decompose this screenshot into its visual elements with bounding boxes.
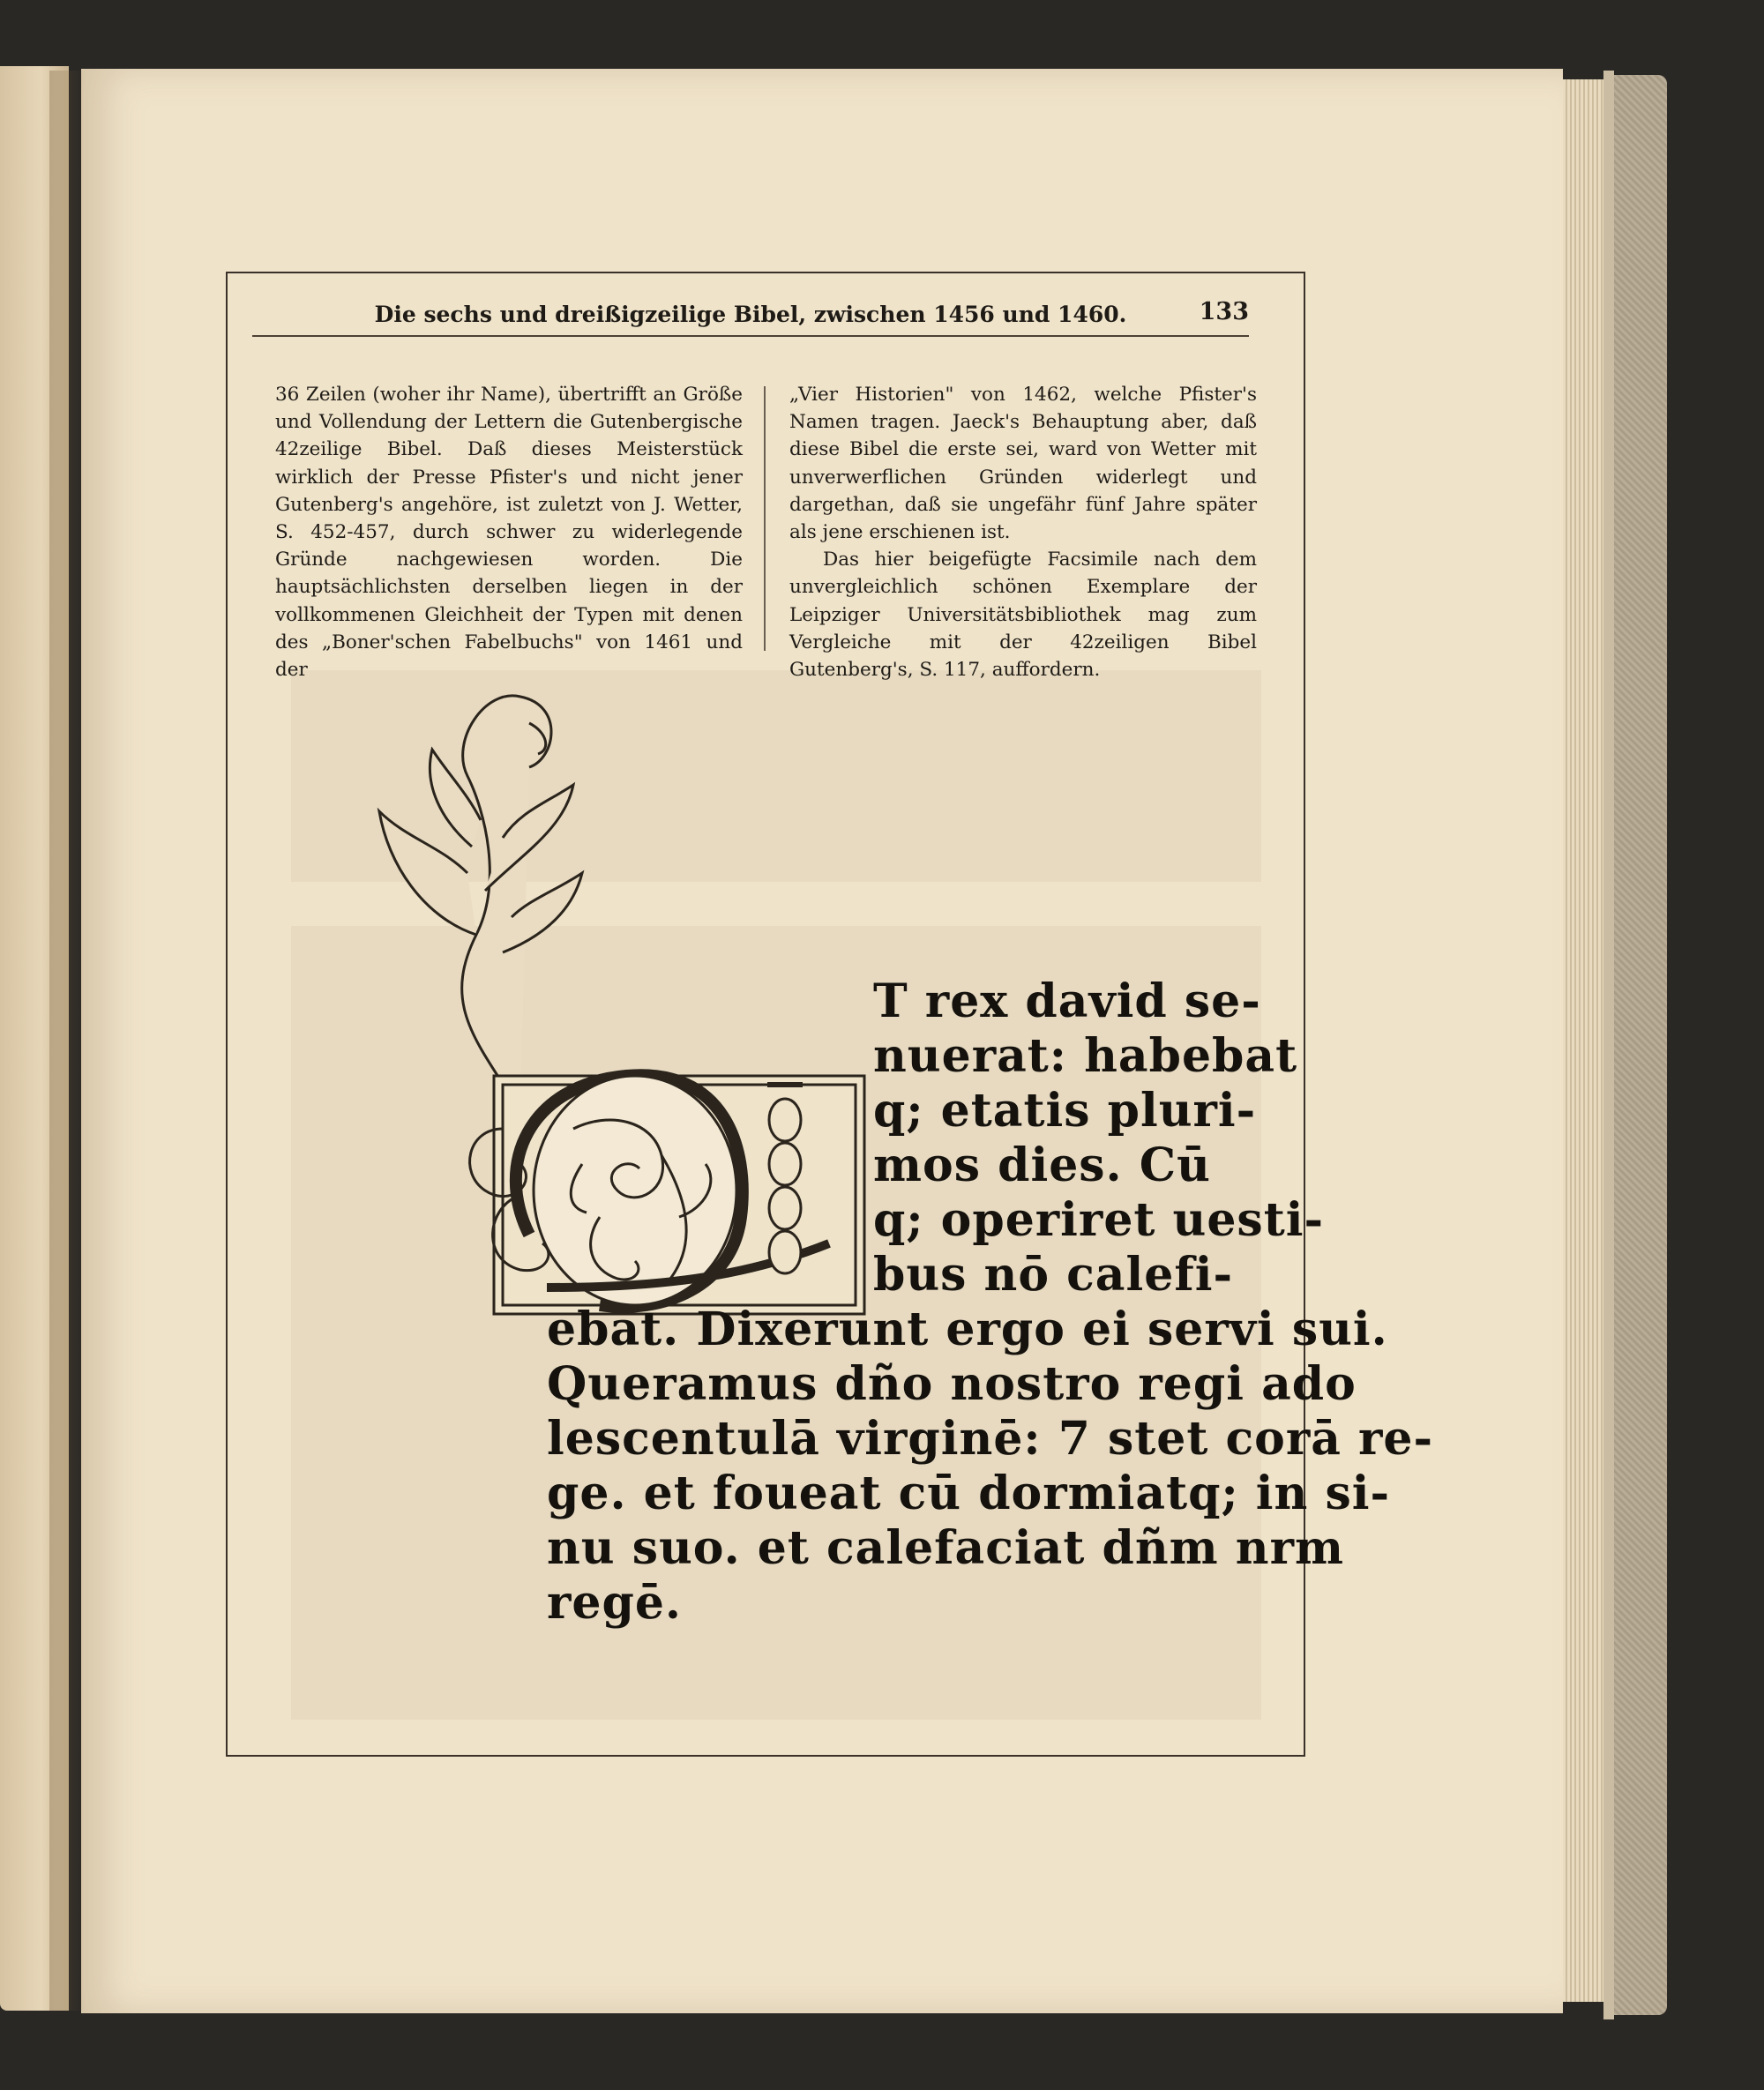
facsimile-line: T rex david se- xyxy=(873,974,1261,1028)
facsimile-line: nuerat: habebat xyxy=(873,1029,1298,1083)
facsimile-line: regē. xyxy=(547,1576,683,1630)
facsimile-line: q; etatis pluri- xyxy=(873,1084,1257,1138)
facsimile-line: Queramus dño nostro regi ado xyxy=(547,1357,1357,1411)
page-number: 133 xyxy=(1199,298,1249,325)
text-column-left xyxy=(275,381,743,683)
facsimile-line: ge. et foueat cū dormiatq; in si- xyxy=(547,1467,1391,1520)
facsimile-line: mos dies. Cū xyxy=(873,1138,1211,1192)
facsimile-line: q; operiret uesti- xyxy=(873,1193,1325,1247)
book-cover xyxy=(1614,75,1667,2015)
paragraph: Das hier beigefügte Facsimile nach dem unvergleichlich schönen Exemplare der Leipziger Universitätsbibliothek mag zum Vergleiche mit der 42zeiligen Bibel Gutenberg's, S. 117, auffordern. xyxy=(789,549,1257,682)
facsimile-line: ebat. Dixerunt ergo ei servi sui. xyxy=(547,1303,1388,1356)
page-header xyxy=(252,291,1249,337)
paragraph: „Vier Historien" von 1462, welche Pfister's Namen tragen. Jaeck's Behauptung aber, daß diese Bibel die erste sei, ward von Wetter mit unverwerflichen Gründen widerlegt und dargethan, daß sie ungefähr fünf Jahre später als jene erschienen ist. xyxy=(789,384,1257,544)
text-column-right xyxy=(789,381,1257,683)
facsimile-line: nu suo. et calefaciat dñm nrm xyxy=(547,1521,1344,1575)
cover-inner-board xyxy=(1603,71,1614,2019)
facsimile-line: lescentulā virginē: 7 stet corā re- xyxy=(547,1412,1434,1466)
paragraph: 36 Zeilen (woher ihr Name), übertrifft an Größe und Vollendung der Lettern die Gutenbergische 42zeilige Bibel. Daß dieses Meisterstück wirklich der Presse Pfister's und nicht jener Gutenberg's angehöre, ist zuletzt von J. Wetter, S. 452-457, durch schwer zu widerlegende Gründe nachgewiesen worden. Die hauptsächlichsten derselben liegen in der vollkommenen Gleichheit der Typen mit denen des „Boner'schen Fabelbuchs" von 1461 und der xyxy=(275,384,743,682)
book-gutter xyxy=(49,71,85,2011)
facsimile-text xyxy=(547,974,1434,1631)
running-title: Die sechs und dreißigzeilige Bibel, zwischen 1456 und 1460. xyxy=(374,302,1127,327)
facsimile-line: bus nō calefi- xyxy=(873,1248,1234,1302)
column-rule xyxy=(764,386,766,651)
